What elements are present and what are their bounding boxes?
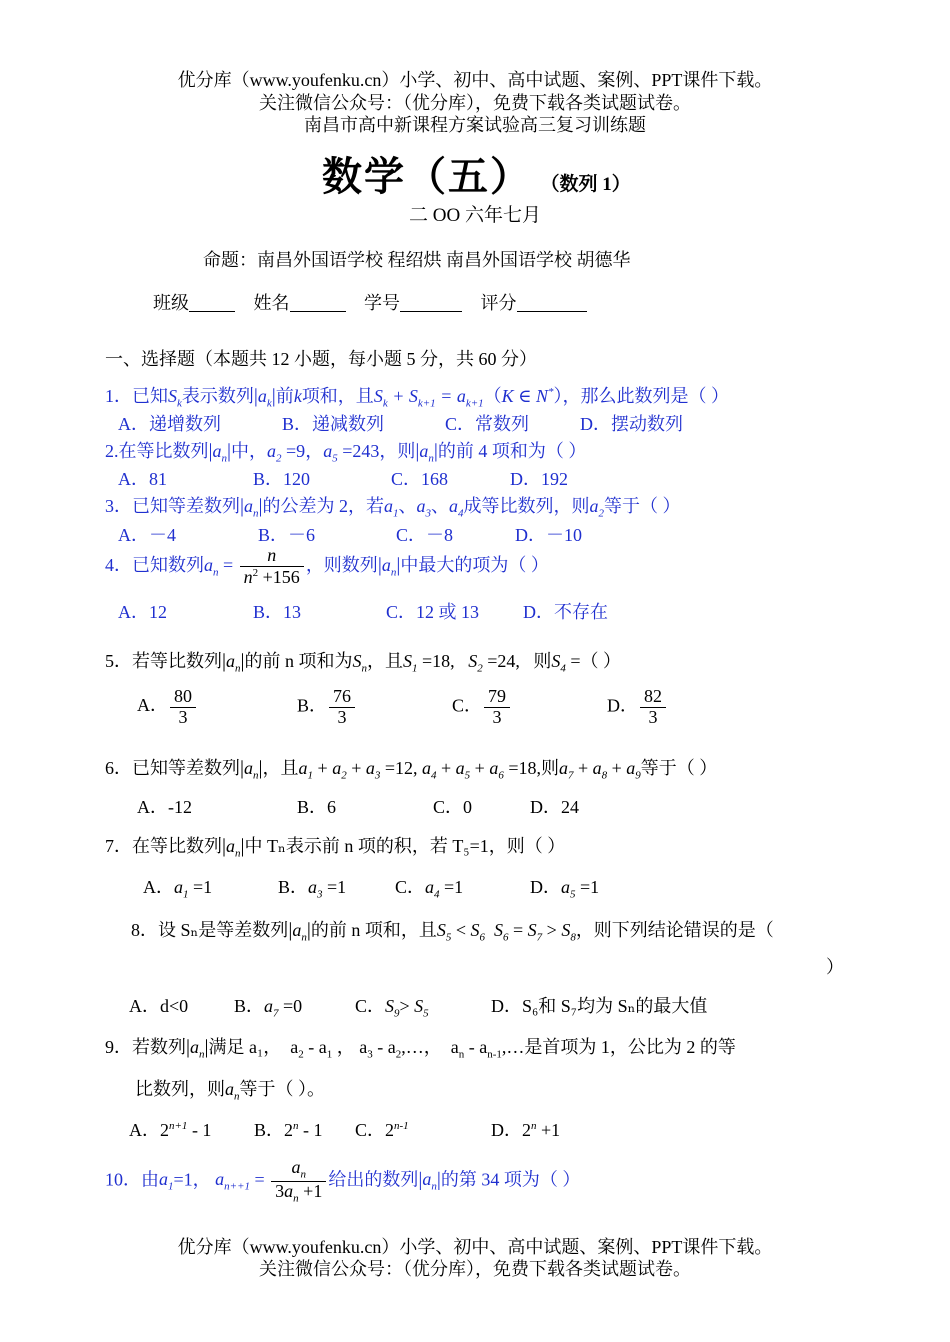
q7-option-a[interactable]: A．$a_1 =1$ [143, 877, 213, 901]
section-heading: 一、选择题（本题共 12 小题，每小题 5 分，共 60 分） [105, 349, 537, 369]
q9-option-c[interactable]: C．2$^{n-1}$ [355, 1120, 409, 1140]
q2-option-a[interactable]: A．81 [118, 469, 167, 489]
question-9-cont: 比数列，则$a_n$等于（ ）。 [135, 1079, 325, 1103]
name-blank[interactable] [290, 293, 346, 312]
q4-option-a[interactable]: A．12 [118, 602, 167, 622]
q6-option-d[interactable]: D．24 [530, 797, 579, 817]
header-line-3: 南昌市高中新课程方案试验高三复习训练题 [304, 115, 646, 135]
q7-option-c[interactable]: C．$a_4 =1$ [395, 877, 464, 901]
q6-options [137, 793, 579, 819]
q8-options [129, 992, 708, 1020]
q5-option-d[interactable]: D． $\frac{82}{3}$ [607, 687, 668, 728]
authors-line: 命题：南昌外国语学校 程绍烘 南昌外国语学校 胡德华 [203, 250, 631, 270]
q1-options [118, 410, 683, 436]
header-line-2: 关注微信公众号：（优分库），免费下载各类试题试卷。 [259, 93, 691, 113]
question-1: 1．已知$S_k$表示数列$|a_k|$前k项和，且$S_k + S_{k+1} = a_{k+1}(K$ ∈ N*），那么此数列是（ ） [105, 385, 729, 410]
info-fields: 班级 姓名 学号 评分 [153, 289, 587, 315]
q1-option-b[interactable]: B．递减数列 [282, 414, 385, 434]
q7-options [143, 873, 600, 901]
q9-option-d[interactable]: D．$2^n +1$ [491, 1120, 561, 1140]
q3-option-d[interactable]: D．－10 [515, 525, 582, 545]
q6-option-b[interactable]: B．6 [297, 797, 337, 817]
q5-option-a[interactable]: A． $\frac{80}{3}$ [137, 695, 198, 715]
q5-options [137, 686, 662, 728]
q5-option-b[interactable]: B． $\frac{76}{3}$ [297, 687, 357, 728]
q1-option-d[interactable]: D．摆动数列 [580, 414, 683, 434]
q2-option-b[interactable]: B．120 [253, 469, 311, 489]
footer-line-1: 优分库（www.youfenku.cn）小学、初中、高中试题、案例、PPT课件下载。 [177, 1237, 773, 1257]
q3-option-c[interactable]: C．－8 [396, 525, 454, 545]
q9-options [129, 1116, 561, 1142]
q1-option-a[interactable]: A．递增数列 [118, 414, 221, 434]
q2-options [118, 465, 568, 491]
q2-option-c[interactable]: C．168 [391, 469, 449, 489]
q3-option-b[interactable]: B．－6 [258, 525, 316, 545]
q3-option-a[interactable]: A．－4 [118, 525, 176, 545]
q7-option-d[interactable]: D．$a_5 =1$ [530, 877, 600, 901]
q8-option-b[interactable]: B．$a_7 =0$ [234, 996, 303, 1020]
footer-line-2: 关注微信公众号：（优分库），免费下载各类试题试卷。 [259, 1259, 691, 1279]
q8-option-a[interactable]: A．d<0 [129, 996, 189, 1016]
question-5: 5．若等比数列$|a_n|$的前 n 项和为$S_n$，且$S_1 =18$, $S_2 =24$, 则$S_4$ =（ ） [105, 650, 621, 675]
question-3: 3．已知等差数列$|a_n|$的公差为 2，若$a_1$、$a_3$、$a_4$成等比数列，则$a_2$等于（ ） [105, 495, 681, 520]
q1-option-c[interactable]: C．常数列 [445, 414, 530, 434]
question-4: 4．已知数列$a_n$ = $\frac{n}{n^2 +156}$ ，则数列$|a_n|$中最大的项为（ ） [105, 545, 549, 587]
q8-close-paren: ） [826, 957, 844, 977]
question-2: 2.在等比数列$|a_n|$中，$a_2 =9$，$a_5 =243$，则$|a_n|$的前 4 项和为（ ） [105, 440, 587, 465]
question-9: 9．若数列$|a_n|$满足 a₁， $a_2 - a_1$ ， $a_3$ - $a_2,\dots$， $a_n$ - $a_{n-1},\dots$是首项为 1，公比为 2 的等 [105, 1036, 736, 1061]
header-line-1: 优分库（www.youfenku.cn）小学、初中、高中试题、案例、PPT课件下载。 [177, 70, 773, 90]
q8-option-c[interactable]: C．$S_9> S_5$ [355, 996, 429, 1020]
q5-option-c[interactable]: C． $\frac{79}{3}$ [452, 687, 512, 728]
id-blank[interactable] [400, 293, 462, 312]
date-line: 二 OO 六年七月 [409, 205, 541, 226]
q2-option-d[interactable]: D．192 [510, 469, 568, 489]
q7-option-b[interactable]: B．$a_3 =1$ [278, 877, 347, 901]
q4-option-d[interactable]: D．不存在 [523, 602, 608, 622]
q9-option-a[interactable]: A．$2^{n+1} - 1$ [129, 1120, 212, 1140]
q3-options [118, 521, 582, 547]
q6-option-a[interactable]: A．-12 [137, 797, 192, 817]
q4-options [118, 598, 608, 624]
q8-option-d[interactable]: D．S₆和 S₇均为 Sₙ的最大值 [491, 996, 708, 1016]
q9-option-b[interactable]: B．2$^n$ - 1 [254, 1120, 323, 1140]
question-10: 10．由$a_1=1$， $a_{n++1}$ = $\frac{a_n}{3a_n +1}$ 给出的数列$|a_n|$的第 34 项为（ ） [105, 1157, 581, 1205]
question-7: 7．在等比数列$|a_n|$中 Tₙ表示前 n 项的积，若 T₅=1，则（ ） [105, 835, 566, 860]
page-title: 数学（五） （数列 1） [322, 154, 631, 199]
question-6: 6．已知等差数列$|a_n|$，且$a_1 + a_2 + a_3 =12$, $a_4 + a_5 + a_6 =18$,则$a_7 + a_8 + a_9$等于（ ） [105, 757, 718, 782]
score-blank[interactable] [517, 293, 587, 312]
q4-option-c[interactable]: C．12 或 13 [386, 602, 480, 622]
q4-option-b[interactable]: B．13 [253, 602, 302, 622]
class-blank[interactable] [189, 293, 235, 312]
question-8: 8．设 Sₙ是等差数列$|a_n|$的前 n 项和，且$S_5 < S_6$ $S_6 = S_7 > S_8$，则下列结论错误的是（ [131, 919, 774, 944]
q6-option-c[interactable]: C．0 [433, 797, 473, 817]
